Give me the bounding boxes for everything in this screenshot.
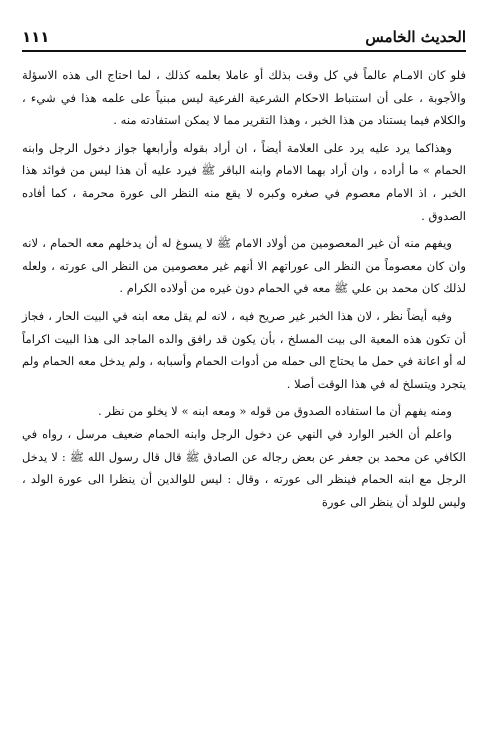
- paragraph-4: وفيه أيضاً نظر ، لان هذا الخبر غير صريح فيه ، لانه لم يقل معه ابنه في البيت الحار ، فجاز أن تكون هذه المعية الى بيت المسلخ ، بأن يكون قد رافق والده الماجد الى هذا البيت اكراماً له أو اعانة في حمل ما يحتاج الى حمله من أدوات الحمام وأسبابه ، ولم يدخل معه الحمام ولم يتجرد ويتسلخ له في هذا الوقت أصلا .: [22, 308, 466, 391]
- paragraph-6: واعلم أن الخبر الوارد في النهي عن دخول الرجل وابنه الحمام ضعيف مرسل ، رواه في الكافي عن محمد بن جعفر عن بعض رجاله عن الصادق ﷺ قال قال رسول الله ﷺ : لا يدخل الرجل مع ابنه الحمام فينظر الى عورته ، وقال : ليس للوالدين أن ينظرا الى عورة الولد ، وليس للولد أن ينظر الى عورة: [22, 426, 466, 509]
- paragraph-5: ومنه يفهم أن ما استفاده الصدوق من قوله « ومعه ابنه » لا يخلو من نظر .: [98, 404, 452, 419]
- page-body: [22, 64, 466, 513]
- paragraph-2: وهذاكما يرد عليه يرد على العلامة أيضاً ، ان أراد بقوله وأرابعها جواز دخول الرجل وابنه الحمام » ما أراده ، وان أراد بهما الامام وابنه الباقر ﷺ فيرد عليه أن هذا ليس من فوائد هذا الخبر ، اذ الامام معصوم في صغره وكبره لا يقع منه النظر الى عورة محرمة ، كما أفاده الصدوق .: [22, 140, 466, 223]
- page-header: [22, 20, 466, 52]
- paragraph-1: فلو كان الامـام عالماً في كل وقت بذلك أو عاملا بعلمه كذلك ، لما احتاج الى هذه الاسؤلة والأجوبة ، على أن استنباط الاحكام الشرعية الفرعية ليس مبنياً على علمه هذا في شيء ، والكلام فيما يستناد من هذا الخبر ، وهذا التقرير مما لا يمكن استفادته منه .: [22, 68, 466, 128]
- paragraph-3: ويفهم منه أن غير المعصومين من أولاد الامام ﷺ لا يسوغ له أن يدخلهم معه الحمام ، لانه وان كان معصوماً من النظر الى عوراتهم الا أنهم غير معصومين من النظر الى عورته ، ولعله لذلك كان محمد بن علي ﷺ معه في الحمام دون غيره من أولاده الكرام .: [22, 236, 466, 296]
- page-number: ١١١: [22, 28, 50, 46]
- chapter-title: الحديث الخامس: [365, 28, 466, 46]
